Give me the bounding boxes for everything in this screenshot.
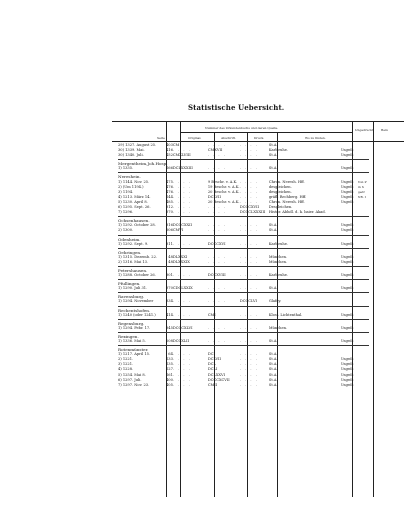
entry-abschrift: . . . .: [207, 166, 227, 171]
entry-abschrift: . . . .: [207, 143, 227, 147]
entry-original: . . . .: [172, 189, 192, 194]
entry-abschrift: . . . .: [207, 210, 227, 215]
entry-ungedruckt: Ungedr.: [340, 273, 354, 278]
entry-wo-zu-finden: desgleichen.: [268, 184, 292, 189]
entry-ungedruckt: Ungedr.: [340, 184, 354, 189]
entry-original: . . . .: [172, 210, 192, 215]
entry-date: 1) 1217. April 15.: [118, 352, 151, 357]
entry-druck: . . . .: [239, 179, 259, 184]
entry-abschrift: DCLVII: [207, 194, 221, 199]
entry-seite: 476: [166, 184, 173, 189]
entry-date: 29) 1327. August 25.: [118, 143, 157, 147]
entry-wo-zu-finden: München.: [268, 325, 288, 330]
place-heading: [118, 248, 369, 255]
entry-wo-zu-finden: St.A.: [268, 228, 278, 233]
entry-abschrift: . . . .: [207, 299, 227, 304]
entry-seite: 133: [166, 357, 173, 362]
entry-original: . . . .: [172, 273, 192, 278]
entry-wo-zu-finden: St.A.: [268, 382, 278, 387]
place-heading: [118, 319, 369, 326]
entry-wo-zu-finden: St.A.: [268, 286, 278, 291]
place-name: Rotenmünster.: [118, 347, 149, 353]
entry-druck: . . . .: [239, 189, 259, 194]
entry-seite: 316: [166, 223, 173, 228]
entry-abschrift: DCCCXCVII: [207, 377, 230, 382]
entry-wo-zu-finden: St.A.: [268, 153, 278, 158]
entry-druck: . . . .: [239, 153, 259, 158]
entry-date: 1) 1292. Sept. 9.: [118, 241, 149, 246]
entry-wo-zu-finden: St.A.: [268, 223, 278, 228]
col-rule-bem: [373, 121, 374, 497]
entry-wo-zu-finden: Glafey.: [268, 299, 282, 304]
entry-seite: 345: [166, 325, 173, 330]
entry-abschrift: DCLXXVI: [207, 372, 226, 377]
place-heading: [118, 306, 369, 313]
place-name: Rechentshofen.: [118, 307, 151, 313]
entry-original: DCCCXXII: [172, 223, 192, 228]
header-group-label: Nummer des Urkundenbuchs und deren Quelle.: [205, 126, 279, 130]
entry-seite: 400: [166, 377, 173, 382]
entry-original: . . . .: [172, 312, 192, 317]
header-original: Original.: [188, 136, 202, 140]
entry-abschrift: DCI: [207, 352, 215, 357]
entry-date: 30) 1340. Juli.: [118, 153, 144, 158]
entry-seite: 334: [166, 299, 173, 304]
entry-original: DCCXLII: [172, 339, 190, 343]
entry-ungedruckt: Ungedr.: [340, 194, 354, 199]
entry-date: 7) 1297. Nov. 23.: [118, 382, 150, 387]
entry-abschrift: . . . .: [207, 325, 227, 330]
entry-ungedruckt: Ungedr.: [340, 377, 354, 382]
place-name: Odenheim.: [118, 236, 141, 242]
entry-abschrift: . . . .: [207, 339, 227, 343]
entry-seite: 452: [166, 153, 173, 158]
place-heading: [118, 235, 369, 242]
entry-wo-zu-finden: Klost. Lichtenthal.: [268, 312, 303, 317]
entry-abschrift: DCL: [207, 362, 216, 367]
entry-seite: 64: [168, 352, 173, 357]
entry-abschrift: . . . .: [207, 286, 227, 291]
entry-original: CMVI: [172, 228, 184, 233]
entry-original: DLXXXI: [172, 254, 188, 259]
entry-wo-zu-finden: St.A.: [268, 339, 278, 343]
entry-druck: . . . .: [239, 223, 259, 228]
entry-seite: 127: [166, 367, 173, 372]
entry-druck: . . . .: [239, 273, 259, 278]
place-heading: [118, 217, 369, 224]
entry-ungedruckt: Ungedr.: [340, 325, 354, 330]
entry-date: 1) 1292. October 28.: [118, 223, 156, 228]
entry-wo-zu-finden: St.A.: [268, 357, 278, 362]
entry-druck: . . . .: [239, 259, 259, 264]
entry-abschrift: DCCCXVI: [207, 241, 226, 246]
entry-bemerkung: in S: [357, 184, 364, 189]
entry-date: 30) 1339. Mai.: [118, 148, 145, 153]
entry-wo-zu-finden: München.: [268, 254, 288, 259]
entry-date: 6) 1295. Sept. 26.: [118, 205, 151, 210]
entry-abschrift: . . . .: [207, 153, 227, 158]
entry-ungedruckt: Ungedr.: [340, 254, 354, 259]
place-name: Ochsenhausen.: [118, 218, 150, 224]
entry-original: . . . .: [172, 199, 192, 204]
entry-date: 7) 1296.: [118, 210, 134, 215]
place-heading: [118, 346, 369, 353]
entry-date: 5) 1230. April 8.: [118, 199, 148, 204]
entry-druck: . . . .: [239, 352, 259, 357]
entry-seite: 161: [166, 372, 173, 377]
entry-druck: . . . .: [239, 362, 259, 367]
entry-original: . . . .: [172, 299, 192, 304]
header-ungedruckt: Ungedruckt.: [355, 128, 375, 132]
entry-druck: . . . .: [239, 199, 259, 204]
entry-date: 3) 1194.: [118, 189, 134, 194]
entry-ungedruckt: Ungedr.: [340, 241, 354, 246]
entry-date: 3) 1221.: [118, 362, 134, 367]
entry-original: DCCCXLVI: [172, 325, 193, 330]
entry-druck: DCCCLXXXIII: [239, 210, 266, 215]
entry-wo-zu-finden: desgleichen.: [268, 189, 292, 194]
entry-date: 1) 1315. Dezemb. 22.: [118, 254, 157, 259]
entry-ungedruckt: Ungedr.: [340, 312, 354, 317]
entry-seite: 475: [166, 179, 173, 184]
entry-date: 2) 1221.: [118, 357, 134, 362]
entry-ungedruckt: Ungedr.: [340, 357, 354, 362]
entry-original: . . . .: [172, 367, 192, 372]
entry-seite: 370: [166, 286, 173, 291]
entry-bemerkung: gedr: [357, 189, 365, 194]
place-name: Pfullingen.: [118, 281, 141, 287]
entry-abschrift: 20 Beschr. v. A.K.: [207, 189, 240, 194]
entry-abschrift: . . . .: [207, 259, 227, 264]
header-abschrift: Abschrift.: [221, 136, 236, 140]
entry-original: CM: [172, 143, 180, 147]
header-bemerkungen: Bem: [381, 128, 388, 132]
entry-druck: . . . .: [239, 254, 259, 259]
place-heading: [118, 266, 369, 273]
entry-original: . . . .: [172, 184, 192, 189]
place-name: Mergentheim,Joh.Hosp.: [118, 161, 168, 167]
entry-abschrift: 9 Beschr. v. A.K.: [207, 179, 238, 184]
entry-abschrift: DCCXVIII: [207, 273, 226, 278]
entry-date: 4) 1213. März 14.: [118, 194, 151, 199]
header-top-rule: [112, 121, 404, 122]
entry-seite: 48: [168, 259, 173, 264]
entry-abschrift: CMII: [207, 382, 218, 387]
entry-ungedruckt: Ungedr.: [340, 189, 354, 194]
statistics-table: [118, 143, 369, 388]
entry-wo-zu-finden: St.A.: [268, 372, 278, 377]
entry-ungedruckt: Ungedr.: [340, 166, 354, 171]
entry-abschrift: . . . .: [207, 254, 227, 259]
entry-druck: . . . .: [239, 286, 259, 291]
entry-ungedruckt: Ungedr.: [340, 372, 354, 377]
entry-seite: 311: [166, 241, 173, 246]
entry-seite: 485: [166, 199, 173, 204]
entry-date: 2) 1300.: [118, 228, 134, 233]
entry-druck: . . . .: [239, 382, 259, 387]
entry-seite: 405: [166, 382, 173, 387]
entry-original: . . . .: [172, 357, 192, 362]
entry-original: . . . .: [172, 372, 192, 377]
entry-wo-zu-finden: Karlsruhe.: [268, 148, 289, 153]
entry-wo-zu-finden: Karlsruhe.: [268, 273, 289, 278]
entry-seite: 414: [166, 312, 173, 317]
place-name: Regensburg.: [118, 320, 145, 326]
entry-wo-zu-finden: St.A.: [268, 352, 278, 357]
entry-wo-zu-finden: Chron. Neresh. Hff.: [268, 179, 305, 184]
entry-ungedruckt: Ungedr.: [340, 199, 354, 204]
entry-bemerkung: NB. I: [357, 194, 366, 199]
table-row: [118, 383, 369, 388]
entry-original: . . . .: [172, 362, 192, 367]
entry-original: . . . .: [172, 148, 192, 153]
entry-ungedruckt: Ungedr.: [340, 153, 354, 158]
place-name: Nereshein.: [118, 174, 141, 180]
entry-seite: 301: [166, 273, 173, 278]
entry-seite: 606: [166, 228, 173, 233]
entry-original: DLXXXIX: [172, 259, 190, 264]
entry-druck: . . . .: [239, 184, 259, 189]
entry-wo-zu-finden: St.A.: [268, 362, 278, 367]
entry-date: 1) 1290. Juli 31.: [118, 286, 148, 291]
entry-date: 1) 1240 (oder 1241.): [118, 312, 156, 317]
entry-original: . . . .: [172, 382, 192, 387]
entry-druck: . . . .: [239, 312, 259, 317]
page-title: Statistische Uebersicht.: [188, 103, 285, 112]
entry-druck: DCCCLVI: [239, 299, 257, 304]
entry-seite: 166: [166, 166, 173, 171]
entry-wo-zu-finden: St.A.: [268, 377, 278, 382]
entry-seite: 370: [166, 210, 173, 215]
entry-abschrift: DCLI: [207, 367, 218, 372]
entry-original: DCLXXXIII: [172, 166, 193, 171]
entry-druck: . . . .: [239, 143, 259, 147]
entry-original: . . . .: [172, 194, 192, 199]
entry-ungedruckt: Ungedr.: [340, 179, 354, 184]
place-heading: [118, 293, 369, 300]
entry-wo-zu-finden: St.A.: [268, 143, 278, 147]
entry-bemerkung: Von P: [357, 179, 367, 184]
entry-wo-zu-finden: St.A.: [268, 166, 278, 171]
entry-abschrift: 20 Beschr. v. A.K.: [207, 199, 240, 204]
entry-seite: 135: [166, 362, 173, 367]
entry-druck: . . . .: [239, 367, 259, 372]
entry-seite: 403: [166, 143, 173, 147]
entry-abschrift: CMXVII: [207, 148, 223, 153]
entry-druck: . . . .: [239, 325, 259, 330]
entry-original: . . . .: [172, 205, 192, 210]
entry-original: CDCLXXIX: [172, 286, 193, 291]
entry-wo-zu-finden: Desgleichen.: [268, 205, 293, 210]
entry-seite: 48: [168, 254, 173, 259]
entry-wo-zu-finden: St.A.: [268, 367, 278, 372]
entry-original: . . . .: [172, 352, 192, 357]
entry-ungedruckt: Ungedr.: [340, 362, 354, 367]
entry-date: 1) 1294. November: [118, 299, 154, 304]
header-bottom-rule: [112, 141, 404, 142]
entry-date: 1) 1294. Febr. 17.: [118, 325, 151, 330]
entry-druck: . . . .: [239, 166, 259, 171]
place-heading: [118, 160, 369, 167]
entry-date: 2) (Um 1194.): [118, 184, 144, 189]
entry-date: 6) 1297. Juli.: [118, 377, 142, 382]
entry-original: . . . .: [172, 179, 192, 184]
entry-ungedruckt: Ungedr.: [340, 148, 354, 153]
entry-ungedruckt: Ungedr.: [340, 228, 354, 233]
entry-seite: 144: [166, 194, 173, 199]
entry-druck: . . . .: [239, 377, 259, 382]
entry-wo-zu-finden: gräfl. Rechberg. Hff.: [268, 194, 307, 199]
entry-wo-zu-finden: München.: [268, 259, 288, 264]
place-name: Oehringen.: [118, 249, 142, 255]
header-wo-zu-finden: Wo zu finden.: [305, 136, 326, 140]
header-druck: Druck.: [254, 136, 265, 140]
entry-druck: . . . .: [239, 241, 259, 246]
entry-ungedruckt: Ungedr.: [340, 286, 354, 291]
entry-seite: 476: [166, 189, 173, 194]
entry-druck: . . . .: [239, 194, 259, 199]
place-name: Petershausen.: [118, 267, 148, 273]
entry-abschrift: 19 Beschr. v. A.K.: [207, 184, 240, 189]
entry-abschrift: DCLVII: [207, 357, 221, 362]
place-heading: [118, 332, 369, 339]
entry-original: . . . .: [172, 241, 192, 246]
place-name: Rexingen.: [118, 333, 139, 339]
header-seite: Seite: [157, 136, 165, 140]
header-group-rule: [180, 132, 352, 133]
entry-seite: 208: [166, 339, 173, 343]
entry-ungedruckt: Ungedr.: [340, 382, 354, 387]
entry-original: CMXLVIII: [172, 153, 191, 158]
entry-original: . . . .: [172, 377, 192, 382]
entry-abschrift: CMI: [207, 312, 216, 317]
entry-seite: 312: [166, 205, 173, 210]
entry-druck: . . . .: [239, 148, 259, 153]
entry-date: 1) 1288. October 26.: [118, 273, 156, 278]
entry-ungedruckt: Ungedr.: [340, 259, 354, 264]
entry-date: 1) 1335.: [118, 166, 134, 171]
entry-ungedruckt: Ungedr.: [340, 367, 354, 372]
entry-druck: DCCCXVII: [239, 205, 259, 210]
entry-druck: . . . .: [239, 357, 259, 362]
entry-wo-zu-finden: Karlsruhe.: [268, 241, 289, 246]
entry-date: 2) 1316. Mai 13.: [118, 259, 149, 264]
entry-ungedruckt: Ungedr.: [340, 339, 354, 343]
entry-druck: . . . .: [239, 339, 259, 343]
place-heading: [118, 173, 369, 180]
entry-abschrift: . . . .: [207, 228, 227, 233]
entry-druck: . . . .: [239, 372, 259, 377]
entry-wo-zu-finden: Histor. Abhdl. d. k. baier. Akad.: [268, 210, 326, 215]
place-heading: [118, 280, 369, 287]
entry-date: 5) 1254. Mai 8.: [118, 372, 146, 377]
entry-wo-zu-finden: Chron. Neresh. Hff.: [268, 199, 305, 204]
place-name: Ravensburg.: [118, 294, 145, 300]
entry-bemerkung: [358, 383, 369, 388]
entry-druck: . . . .: [239, 228, 259, 233]
entry-ungedruckt: Ungedr.: [340, 223, 354, 228]
entry-abschrift: . . . .: [207, 223, 227, 228]
entry-date: 4) 1228.: [118, 367, 134, 372]
entry-date: 1) 1336. Mai 5.: [118, 339, 146, 343]
entry-abschrift: . . . .: [207, 205, 227, 210]
entry-seite: 416: [166, 148, 173, 153]
entry-date: 1) 1144. Nov. 25.: [118, 179, 150, 184]
